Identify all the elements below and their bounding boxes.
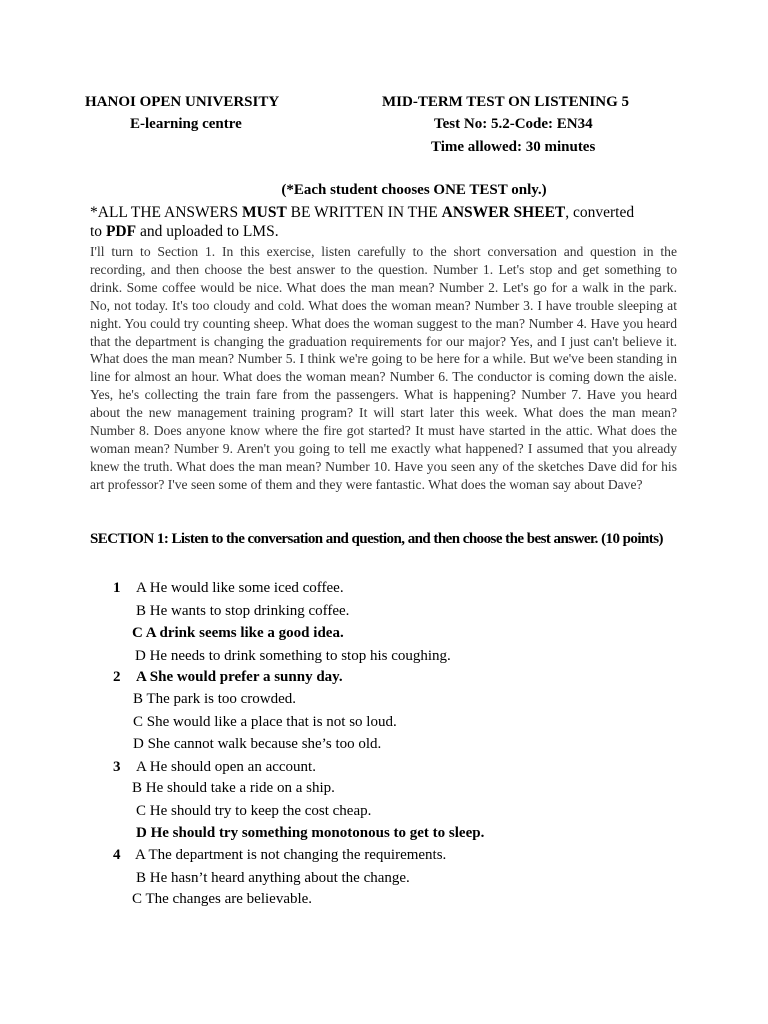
time-allowed: Time allowed: 30 minutes [431, 139, 596, 155]
answer-option: B He should take a ride on a ship. [132, 780, 335, 796]
answer-option: C The changes are believable. [132, 891, 313, 907]
test-title: MID-TERM TEST ON LISTENING 5 [382, 94, 630, 110]
instruction-part: to [90, 223, 106, 240]
test-choice-note: (*Each student chooses ONE TEST only.) [281, 182, 547, 198]
answer-option: A He would like some iced coffee. [136, 580, 344, 596]
section-heading: SECTION 1: Listen to the conversation and question, and then choose the best answer. (10 points) [90, 531, 663, 547]
question-number: 2 [113, 669, 121, 685]
answer-instruction [90, 203, 680, 241]
answer-option: B He wants to stop drinking coffee. [136, 603, 350, 619]
question-number: 4 [113, 847, 121, 863]
answer-option: B The park is too crowded. [133, 691, 297, 707]
instruction-part: BE WRITTEN IN THE [286, 204, 442, 221]
test-code: Test No: 5.2-Code: EN34 [434, 116, 593, 132]
answer-option: D She cannot walk because she’s too old. [133, 736, 382, 752]
centre-name: E-learning centre [130, 116, 242, 132]
instruction-part: *ALL THE ANSWERS [90, 204, 242, 221]
instruction-part: , converted [565, 204, 635, 221]
answer-option: C He should try to keep the cost cheap. [136, 803, 372, 819]
question-number: 3 [113, 759, 121, 775]
answer-option-correct: C A drink seems like a good idea. [132, 625, 344, 641]
question-number: 1 [113, 580, 121, 596]
instruction-answer-sheet: ANSWER SHEET [441, 204, 566, 221]
instruction-must: MUST [242, 204, 287, 221]
university-name: HANOI OPEN UNIVERSITY [85, 94, 280, 110]
listening-transcript: I'll turn to Section 1. In this exercise, listen carefully to the short conversation and question in the recording, and then choose the best answer to the question. Number 1. Let's stop and get something to drink. Some coffee would be nice. What does the man mean? Number 2. Let's go for a walk in the park. No, not today. It's too cloudy and cold. What does the woman mean? Number 3. I have trouble sleeping at night. You could try counting sheep. What does the woman suggest to the man? Number 4. Have you heard that the department is changing the graduation requirements for our major? Yes, and I just can't believe it. What does the man mean? Number 5. I think we're going to be here for a while. But we've been standing in line for almost an hour. What does the woman mean? Number 6. The conductor is coming down the aisle. Yes, he's collecting the train fare from the passengers. What is happening? Number 7. Have you heard about the new management training program? It will start later this week. What does the man mean? Number 8. Does anyone know where the fire got started? It must have started in the attic. What does the woman mean? Number 9. Aren't you going to tell me exactly what happened? I assumed that you already knew the truth. What does the man mean? Number 10. Have you seen any of the sketches Dave did for his art professor? I've seen some of them and they were fantastic. What does the woman say about Dave? [90, 244, 677, 492]
answer-option-correct: A She would prefer a sunny day. [136, 669, 343, 685]
instruction-pdf: PDF [105, 223, 137, 240]
answer-option: A He should open an account. [136, 759, 316, 775]
answer-option: C She would like a place that is not so loud. [133, 714, 397, 730]
instruction-part: and uploaded to LMS. [136, 223, 279, 240]
answer-option-correct: D He should try something monotonous to get to sleep. [136, 825, 485, 841]
answer-option: B He hasn’t heard anything about the change. [136, 870, 410, 886]
answer-option: A The department is not changing the requirements. [135, 847, 447, 863]
answer-option: D He needs to drink something to stop his coughing. [135, 648, 451, 664]
